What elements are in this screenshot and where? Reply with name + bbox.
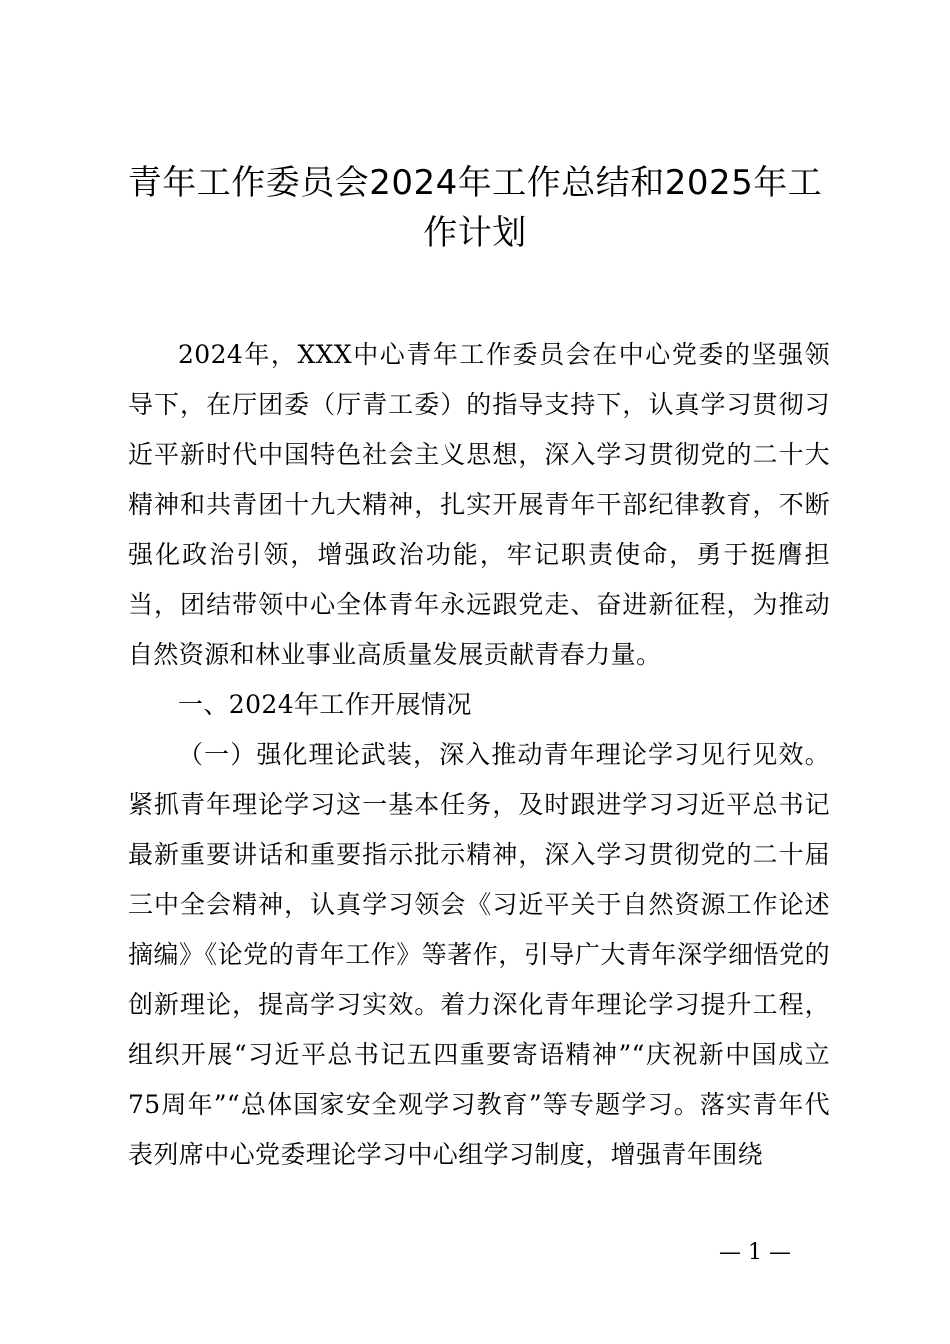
subsection-paragraph: （一）强化理论武装，深入推动青年理论学习见行见效。紧抓青年理论学习这一基本任务，及时跟进学习习近平总书记最新重要讲话和重要指示批示精神，深入学习贯彻党的二十届三中全会精神，认真学习领会《习近平关于自然资源工作论述摘编》《论党的青年工作》等著作，引导广大青年深学细悟党的创新理论，提高学习实效。着力深化青年理论学习提升工程，组织开展“习近平总书记五四重要寄语精神”“庆祝新中国成立75周年”“总体国家安全观学习教育”等专题学习。落实青年代表列席中心党委理论学习中心组学习制度，增强青年围绕 xyxy=(128,740,830,1169)
document-body xyxy=(128,330,830,1180)
intro-paragraph: 2024年，XXX中心青年工作委员会在中心党委的坚强领导下，在厅团委（厅青工委）的指导支持下，认真学习贯彻习近平新时代中国特色社会主义思想，深入学习贯彻党的二十大精神和共青团十九大精神，扎实开展青年干部纪律教育，不断强化政治引领，增强政治功能，牢记职责使命，勇于挺膺担当，团结带领中心全体青年永远跟党走、奋进新征程，为推动自然资源和林业事业高质量发展贡献青春力量。 xyxy=(128,340,830,669)
document-title: 青年工作委员会2024年工作总结和2025年工作计划 xyxy=(127,163,823,253)
section-heading: 一、2024年工作开展情况 xyxy=(178,690,472,719)
page-number: — 1 — xyxy=(719,1240,791,1265)
